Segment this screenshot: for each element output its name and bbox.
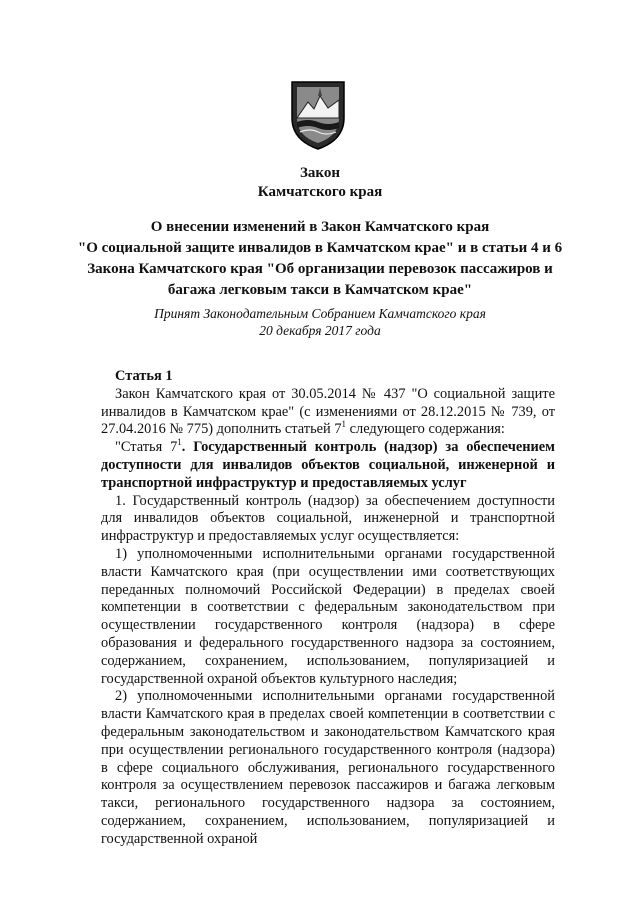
article-intro bbox=[101, 386, 555, 439]
law-title-line: О внесении изменений в Закон Камчатского края bbox=[150, 219, 490, 235]
adoption-note bbox=[60, 305, 580, 339]
region-label: Камчатского края bbox=[257, 184, 383, 200]
new-article-prefix: "Статья 7 bbox=[115, 439, 178, 456]
law-label: Закон bbox=[299, 165, 340, 181]
intro-text: Закон Камчатского края от 30.05.2014 № 437 "О социальной защите инвалидов в Камчатском крае" (с изменениями от 28.12.2015 № 739, от 27.04.2016 № 775) дополнить статьей 7 bbox=[101, 385, 555, 438]
article-body bbox=[101, 368, 555, 849]
paragraph-1-item-1: 1) уполномоченными исполнительными органами государственной власти Камчатского края (при осуществлении ими соответствующих переданных полномочий Российской Федерации) в пределах своей компетенции в соответствии с федеральным законодательством при осуществлении государственного контроля (надзора) в сфере образования и федерального государственного надзора за состоянием, содержанием, сохранением, использованием, популяризацией и государственной охраной объектов культурного наследия; bbox=[101, 545, 555, 687]
adoption-date: 20 декабря 2017 года bbox=[259, 323, 381, 338]
article-heading: Статья 1 bbox=[115, 368, 173, 384]
new-article-superscript: 1 bbox=[177, 437, 182, 448]
new-article-title bbox=[101, 439, 555, 492]
paragraph-1: 1. Государственный контроль (надзор) за обеспечением доступности для инвалидов объектов социальной, инженерной и транспортной инфраструктур и предоставляемых услуг осуществляется: bbox=[101, 492, 555, 545]
law-title-line: Закона Камчатского края "Об организации перевозок пассажиров и bbox=[87, 261, 553, 277]
intro-text-end: следующего содержания: bbox=[346, 421, 505, 438]
intro-superscript: 1 bbox=[341, 419, 347, 430]
law-title-line: "О социальной защите инвалидов в Камчатском крае" и в статьи 4 и 6 bbox=[77, 240, 563, 256]
new-article-title-text: . Государственный контроль (надзор) за обеспечением доступности для инвалидов объектов социальной, инженерной и транспортной инфраструктур и предоставляемых услуг bbox=[101, 439, 555, 491]
law-title-line: багажа легковым такси в Камчатском крае" bbox=[167, 282, 473, 298]
paragraph-1-item-2: 2) уполномоченными исполнительными органами государственной власти Камчатского края в пределах своей компетенции в соответствии с федеральным законодательством и законодательством Камчатского края при осуществлении регионального государственного контроля (надзора) в сфере социального обслуживания, регионального государственного контроля за осуществлением перевозок пассажиров и багажа легковым такси, регионального государственного надзора за состоянием, содержанием, сохранением, использованием, популяризацией и государственной охраной bbox=[101, 688, 555, 847]
adopted-by: Принят Законодательным Собранием Камчатского края bbox=[154, 306, 486, 321]
law-title bbox=[60, 217, 580, 301]
kamchatka-coat-of-arms-emblem bbox=[288, 78, 348, 152]
